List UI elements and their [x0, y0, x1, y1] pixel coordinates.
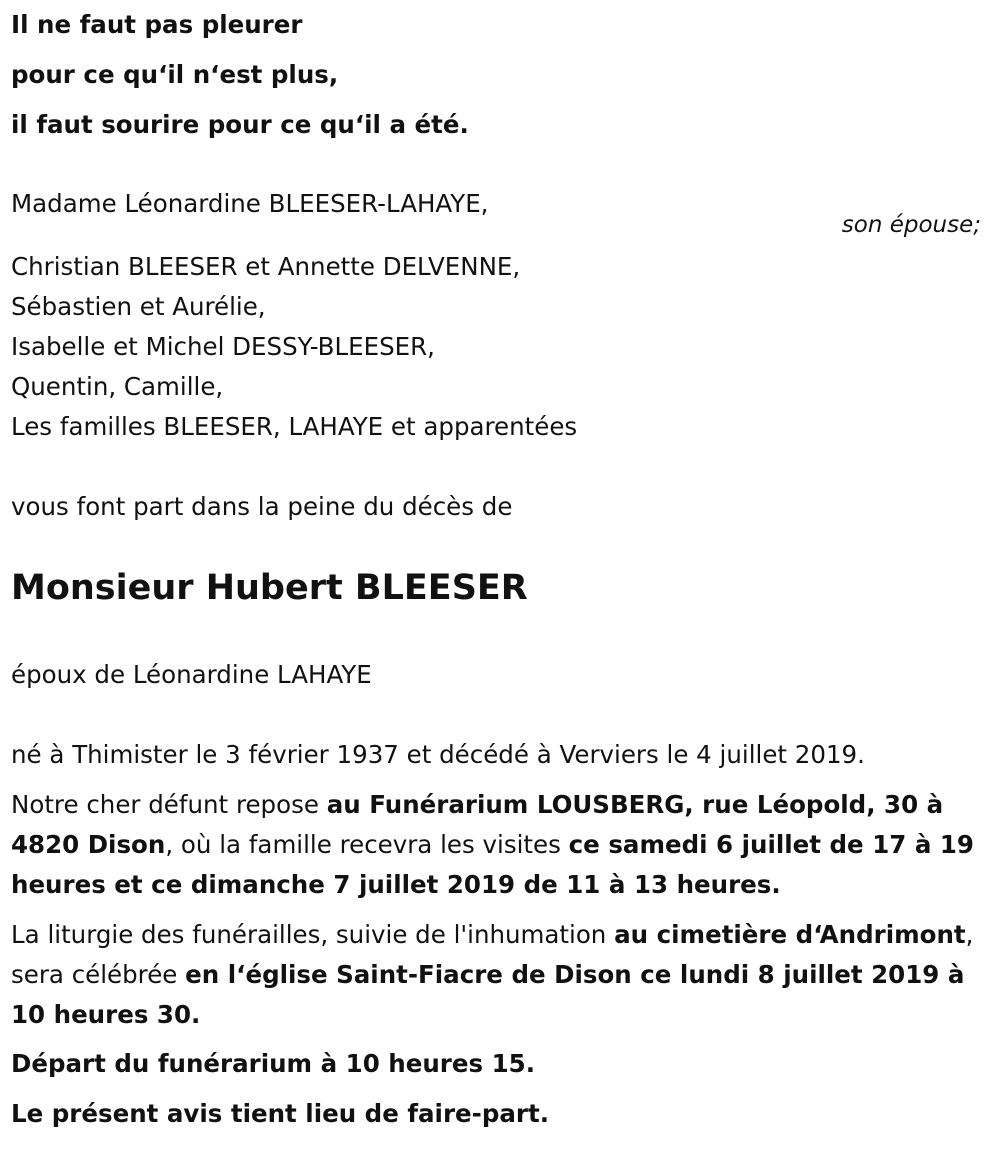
notice-text: Le présent avis tient lieu de faire-part.	[11, 1099, 549, 1128]
deceased-name: Monsieur Hubert BLEESER	[11, 568, 528, 608]
cemetery-name: au cimetière d‘Andrimont	[614, 920, 966, 949]
visitation-text: , où la famille recevra les visites	[165, 830, 569, 859]
liturgy-text: La liturgie des funérailles, suivie de l'inhumation	[11, 920, 615, 949]
spouse-name: Madame Léonardine BLEESER-LAHAYE,	[11, 189, 489, 218]
quote-line-3: il faut sourire pour ce qu‘il a été.	[11, 110, 469, 139]
funerarium-address: au Funérarium LOUSBERG, rue Léopold, 30 à 4820 Dison	[11, 790, 944, 859]
liturgy-text: , sera célébrée	[11, 920, 974, 989]
spouse-role: son épouse;	[841, 212, 981, 238]
birth-death-text: né à Thimister le 3 février 1937 et décédé à Verviers le 4 juillet 2019.	[11, 740, 865, 769]
visitation-times: ce samedi 6 juillet de 17 à 19 heures et ce dimanche 7 juillet 2019 de 11 à 13 heures.	[11, 830, 974, 899]
ceremony-details: en l‘église Saint-Fiacre de Dison ce lundi 8 juillet 2019 à 10 heures 30.	[11, 960, 965, 1029]
quote-line-2: pour ce qu‘il n‘est plus,	[11, 60, 339, 89]
family-member: Christian BLEESER et Annette DELVENNE,	[11, 252, 521, 281]
family-member: Isabelle et Michel DESSY-BLEESER,	[11, 332, 435, 361]
liturgy-paragraph	[11, 915, 986, 1035]
visitation-text: Notre cher défunt repose	[11, 790, 327, 819]
announcement-text: vous font part dans la peine du décès de	[11, 492, 513, 521]
spouse-of-text: époux de Léonardine LAHAYE	[11, 660, 372, 689]
quote-line-1: Il ne faut pas pleurer	[11, 10, 303, 39]
departure-text: Départ du funérarium à 10 heures 15.	[11, 1049, 536, 1078]
family-member: Sébastien et Aurélie,	[11, 292, 266, 321]
family-member: Les familles BLEESER, LAHAYE et apparentées	[11, 412, 578, 441]
family-member: Quentin, Camille,	[11, 372, 224, 401]
visitation-paragraph	[11, 785, 986, 905]
